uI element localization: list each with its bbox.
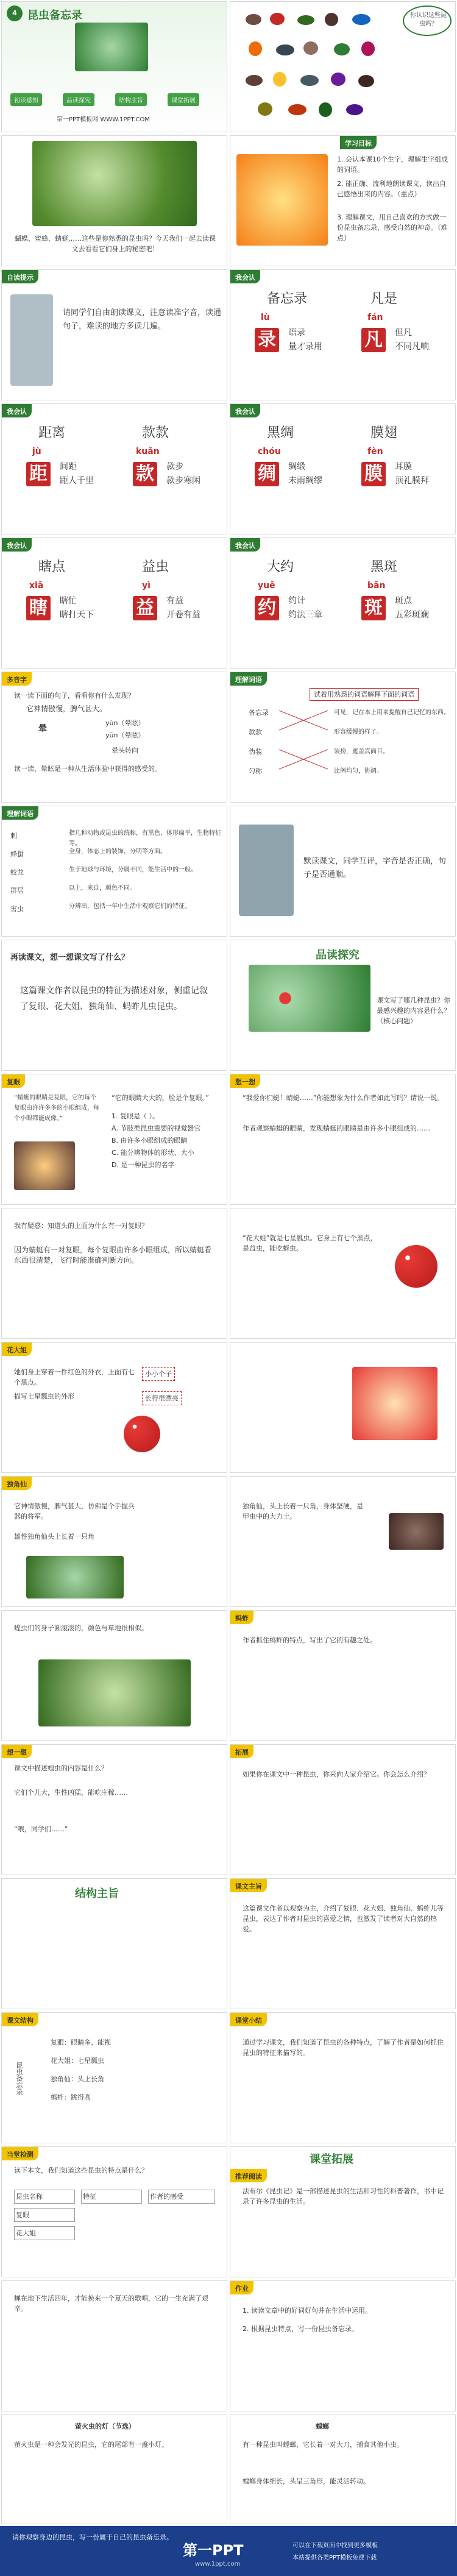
s20-body: 它神情傲慢，脾气甚大，仿佛是个手握兵器的将军。 [14,1502,135,1520]
slide-test [1,2146,227,2277]
fly-photo [14,1141,75,1190]
slide-cicada [1,2280,227,2411]
s19-box1: 小小个子 [142,1367,175,1381]
s14-q: 课文写了哪几种昆虫？你最感兴趣的内容是什么？（核心问题） [377,996,450,1025]
mantis-photo [32,141,197,226]
goals-heading: 学习目标 [340,136,377,149]
s7-e1: 瞎忙 [60,596,77,606]
char-fan: 凡 [361,328,386,352]
s12-text: 默读课文，同学互评，字音是否正确，句子是否通顺。 [303,857,447,879]
s11-lines-2: 生于地球与环境，分属不同，能生活中的一般。 [69,867,197,873]
slide-extend-question [230,1744,456,1875]
slide-summary [230,2012,456,2143]
s7-e4: 开卷有益 [166,610,200,620]
s35-text: 有一种昆虫叫螳螂，它长着一对大刀，捕食其他小虫。 [243,2441,403,2449]
s6-tag: 我会认 [230,404,260,417]
slide-read-tip [1,269,227,400]
s16-body: 作者观察蜻蜓的眼睛，发现蜻蜓的眼睛是由许多小眼组成的…… [243,1124,430,1132]
s5-words-1: 款款 [142,425,169,441]
s16-tag: 想一想 [230,1074,260,1088]
child-photo [10,294,53,386]
goal-2: 2. 能正确、流利地朗读课文，读出自己感悟出来的内容。（重点） [337,180,446,198]
slide-think-2 [1,1744,227,1875]
s20-tag: 独角仙 [2,1477,32,1490]
s10-lines-0: 可见，记在本上用来提醒自己记忆的东西。 [334,709,450,716]
read-tip-text: 请同学们自由朗读课文，注意读准字音，读通句子，难读的地方多读几遍。 [63,308,222,331]
s25-q: 如果你在课文中一种昆虫，你来向大家介绍它。你会怎么介绍？ [243,1770,430,1778]
s8-words-0: 大约 [267,559,294,575]
char-kuan: 款 [133,462,157,486]
s17-ans: 因为蜻蜓有一对复眼，每个复眼由许多小眼组成，所以蜻蜓看东西很清楚，飞行时能准确判断方向。 [14,1246,212,1265]
brand: 第一PPT模板网 WWW.1PPT.COM [57,116,151,123]
s10-words-2: 伪装 [249,748,262,756]
s6-e1: 绸缎 [288,462,305,472]
vocab-tag-1: 我会认 [230,270,260,283]
insect-photo [75,23,148,71]
s24-tag: 想一想 [2,1745,32,1758]
slide-vocab-1 [230,269,456,400]
s19-hi: 描写七星瓢虫的外形 [14,1393,74,1400]
slide-firefly [1,2415,227,2524]
s4-e3: 但凡 [395,328,412,338]
lesson-number-icon: 4 [7,5,23,21]
s6-words-1: 膜翅 [370,425,398,441]
s20-hi: 雄性独角仙头上长着一只角 [14,1533,94,1541]
locust-photo [38,1659,191,1726]
ladybug-photo [249,965,370,1032]
s6-words-0: 黑绸 [267,425,294,441]
s15-lines-1: A. 节肢类昆虫重要的视觉器官 [112,1124,201,1132]
s34-text: 萤火虫是一种会发光的昆虫，它的尾部有一盏小灯。 [14,2441,168,2449]
s15-q: “它的眼睛大大的，脸是个复眼。” [112,1094,209,1102]
tab-4: 课堂拓展 [168,93,199,106]
ladybug-icon-2 [124,1416,160,1452]
s9-note: 晕头转向 [112,747,138,754]
slide-mantis [230,2415,456,2524]
s8-py1: yuē [258,581,275,591]
s9-desc: 读一读，晕眩是一种从生活体验中获得的感受的。 [14,765,161,773]
s6-e4: 顶礼膜拜 [395,476,429,486]
s27-items-2: 独角仙：头上长角 [51,2075,104,2083]
goal-3: 3. 理解课文，用自己喜欢的方式做一份昆虫备忘录，感受自然的神奇。（难点） [337,213,448,242]
s23-tag: 蚂蚱 [230,1611,253,1624]
slide-theme [230,1878,456,2009]
s30-tag: 当堂检测 [2,2147,38,2160]
slide-rhino-beetle [1,1476,227,1607]
s7-tag: 我会认 [2,538,32,552]
s15-lines-4: D. 是一种昆虫的名字 [112,1161,175,1169]
footer-right: 本站提供各类PPT模板免费下载 [292,2555,377,2561]
s28-tag: 课文主旨 [230,1879,267,1892]
slide-title [1,1,227,132]
char-ban: 斑 [361,596,386,620]
lesson-title: 昆虫备忘录 [27,9,82,22]
s7-words-0: 瞎点 [38,559,66,575]
s4-e1: 语录 [288,328,305,338]
s9-line: 它神情傲慢，脾气甚大。 [26,704,107,713]
yun-char: 晕 [38,724,47,734]
s5-tag: 我会认 [2,404,32,417]
match-lines [279,706,328,779]
s30-cols-0: 昆虫名称 [14,2190,75,2204]
s4-py2: fán [367,313,383,322]
s4-words-0: 备忘录 [267,291,308,307]
slide-vocab-4 [1,538,227,669]
s5-py2: kuǎn [136,447,160,456]
slide-explore [230,940,456,1071]
s5-e2: 距人千里 [60,476,94,486]
slide-grasshopper [230,1610,456,1741]
s32-text: 蝉在地下生活四年，才能换来一个夏天的歌唱，它的一生充满了艰辛。 [14,2294,208,2313]
s15-text: “蜻蜓的眼睛是复眼，它的每个复眼由许许多多的小眼组成，每个小眼都能成像。” [14,1095,99,1122]
s11-lines-3: 以上，来自，颜色不同。 [69,885,136,892]
s28-text: 这篇课文作者以观察为主，介绍了复眼、花大姐、独角仙、蚂蚱儿等昆虫，表达了作者对昆虫的喜爱之情，也激发了读者对大自然的热爱。 [243,1904,444,1933]
slide-ladybug-text [230,1208,456,1339]
s14-head: 品读探究 [316,949,360,962]
tab-1: 初读感知 [10,93,42,106]
s9-py_b: yūn（晕眩） [105,731,145,739]
s30-rows-0-0: 复眼 [14,2208,75,2222]
s6-e2: 未雨绸缪 [288,476,322,486]
s21-text: 独角仙，头上长着一只角，身体坚硬，是甲虫中的大力士。 [243,1502,363,1520]
s8-e4: 五彩斑斓 [395,610,429,620]
s11-words-3: 群居 [10,887,24,895]
s33-items-0: 1. 读读文章中的好词好句并在生活中运用。 [243,2307,372,2315]
slide-understand-words [230,672,456,803]
s33-tag: 作业 [230,2281,253,2294]
s25-tag: 拓展 [230,1745,253,1758]
char-chou: 绸 [255,462,279,486]
char-yue: 约 [255,596,279,620]
s30-cols-2: 作者的感受 [148,2190,215,2204]
s29-text: 通过学习课文，我们知道了昆虫的各种特点，了解了作者是如何抓住昆虫的特征来描写的。 [243,2038,444,2057]
intro-caption: 蝴蝶、蜜蜂、蜻蜓……这些是你熟悉的昆虫吗？今天我们一起去读课文去看看它们身上的秘密吧！ [15,235,216,253]
s6-py1: chóu [258,447,281,456]
s10-lines-1: 形容缓慢的样子。 [334,729,383,736]
s7-py1: xiā [29,581,44,591]
char-xia: 瞎 [26,596,51,620]
s4-words-1: 凡是 [370,291,398,307]
ladybug-big-photo [352,1367,438,1440]
s7-words-1: 益虫 [142,559,169,575]
s1-bubble: 你认识这些昆虫吗？ [410,12,447,27]
s11-words-0: 刺 [10,832,17,840]
footer-banner [0,2526,457,2576]
slide-intro-photo [1,135,227,266]
slide-extend [230,2146,456,2277]
beetle-photo-2 [389,1513,444,1550]
tab-3: 结构主旨 [115,93,147,106]
s7-e2: 瞎打天下 [60,610,94,620]
slide-goals [230,135,456,266]
s10-words-3: 匀称 [249,767,262,775]
s9-q: 读一读下面的句子，看看你有什么发现？ [14,692,135,700]
s33-items-1: 2. 根据昆虫特点，写一份昆虫备忘录。 [243,2325,358,2333]
footer-url: www.1ppt.com [195,2561,241,2567]
s11-words-1: 蜂蜇 [10,850,24,858]
ladybug-icon [395,1245,438,1288]
s13-ans: 这篇课文作者以昆虫的特征为描述对象，侧重记叙了复眼、花大姐、独角仙、蚂蚱儿虫昆虫。 [20,986,208,1012]
s10-tag: 理解词语 [230,672,267,686]
s31-head: 课堂拓展 [310,2153,353,2166]
s10-words-1: 款款 [249,728,262,736]
s11-lines-4: 分辨出，包括一年中生活中观察它们的特征。 [69,903,191,910]
s7-py2: yì [142,581,151,591]
slide-structure-head [1,1878,227,2009]
s27-items-1: 花大姐：七星瓢虫 [51,2057,104,2065]
slide-flower-sister [1,1342,227,1473]
char-lu: 录 [255,328,279,352]
s5-words-0: 距离 [38,425,66,441]
read-tip-tag: 自读提示 [2,270,38,283]
slide-reread [1,940,227,1071]
s5-py1: jù [32,447,41,456]
s11-lines-0: 指几种动物或昆虫的统称，有黑色，体形扁平，生物特征等。 [69,830,221,847]
s24-q: 课文中描述蝗虫的内容是什么？ [14,1764,108,1772]
char-ju: 距 [26,462,51,486]
s11-lines-1: 全身，体态上的装饰，分明等方面。 [69,848,166,855]
s27-root: 昆虫备忘录 [15,2062,23,2095]
s11-words-2: 蛟龙 [10,868,24,876]
s36-title: 螳螂 [316,2422,329,2430]
s15-lines-2: B. 由许多小眼组成的眼睛 [112,1137,188,1144]
s4-e2: 量才录用 [288,342,322,352]
speech-bubble [403,5,452,36]
s10-box: 试着用熟悉的词语解释下面的词语 [310,688,419,701]
s37-text: 请你观察身边的昆虫，写一份属于自己的昆虫备忘录。 [12,2533,173,2541]
slide-peer-review [230,806,456,937]
slide-vocab-3 [230,403,456,534]
s15-lines-0: 1. 复眼是（ ）。 [112,1112,159,1120]
s17-q: 我有疑惑：知道头的上面为什么有一对复眼？ [14,1222,148,1230]
slide-structure [1,2012,227,2143]
slide-locust [1,1610,227,1741]
student-photo [239,825,294,916]
s30-cols-1: 特征 [81,2190,142,2204]
s4-e4: 不同凡响 [395,342,429,352]
s19-tag: 花大姐 [2,1343,32,1356]
tab-2: 品读探究 [63,93,94,106]
s15-lines-3: C. 能分辨物体的形状、大小 [112,1149,194,1157]
s8-tag: 我会认 [230,538,260,552]
s24-extra: “喂，同学们……” [14,1825,68,1833]
slide-polyphone [1,672,227,803]
s6-py2: fèn [367,447,383,456]
slide-compound-eye [1,1074,227,1205]
s11-words-4: 害虫 [10,905,24,913]
slide-question [1,1208,227,1339]
s9-py_a: yùn（晕眩） [105,719,145,727]
s27-items-3: 蚂蚱：跳得高 [51,2093,91,2101]
s5-e3: 款步 [166,462,183,472]
s27-tag: 课文结构 [2,2013,38,2026]
slide-homework [230,2280,456,2411]
s8-e2: 约法三章 [288,610,322,620]
s19-body: 她们身上穿着一件红色的外衣，上面有七个黑点。 [14,1368,135,1386]
s24-body: 它们个儿大，生性凶猛，能吃庄稼…… [14,1789,128,1797]
s34-title: 萤火虫的灯（节选） [75,2422,135,2430]
s6-e3: 耳膜 [395,462,412,472]
s8-e1: 约计 [288,596,305,606]
slide-rhino-beetle-2 [230,1476,456,1607]
s5-e1: 间距 [60,462,77,472]
s30-q: 读下本文，我们知道这些昆虫的特点是什么？ [14,2166,148,2174]
s18-text: “花大姐”就是七星瓢虫。它身上有七个黑点，是益虫，能吃蚜虫。 [243,1234,377,1252]
s13-q: 再读课文，想一想课文写了什么？ [10,953,130,962]
s8-e3: 斑点 [395,596,412,606]
dragonfly-photo [236,154,328,246]
s16-q: “我爱你们蜓！蜻蜓……”你能想象为什么作者如此写吗？请说一说。 [243,1094,444,1102]
s11-tag: 理解词语 [2,806,38,820]
insect-grid [243,8,395,124]
s22-text: 蝗虫们的身子圆滚滚的，颜色与草地很相似。 [14,1624,148,1632]
s8-words-1: 黑斑 [370,559,398,575]
s26-head: 结构主旨 [75,1887,119,1900]
s31-text: 法布尔《昆虫记》是一部描述昆虫的生活和习性的科普著作，书中记录了许多昆虫的生活。 [243,2187,444,2205]
s4-py1: lù [261,313,270,322]
footer-left: 可以在下载页面中找到更多模板 [292,2542,378,2549]
goal-1: 1. 会认本课10个生字，理解生字组成的词语。 [337,155,448,174]
s15-tag: 复眼 [2,1074,25,1088]
s23-text: 作者抓住蚂蚱的特点，写出了它的有趣之处。 [243,1636,377,1644]
beetle-photo [26,1556,124,1598]
s19-box2: 长得很漂亮 [142,1391,182,1405]
s9-tag: 多音字 [2,672,32,686]
s27-items-0: 复眼：眼睛多、能视 [51,2038,111,2046]
slide-ladybug-photo [230,1342,456,1473]
s10-lines-3: 比例均匀，协调。 [334,768,383,775]
char-yi: 益 [133,596,157,620]
s8-py2: bān [367,581,386,591]
footer-logo: 第一PPT [183,2542,244,2559]
slide-vocab-5 [230,538,456,669]
s31-tag: 推荐阅读 [230,2169,267,2182]
s10-lines-2: 装扮，遮盖真面目。 [334,748,389,755]
slide-vocab-2 [1,403,227,534]
s29-tag: 课堂小结 [230,2013,267,2026]
slide-understand-words-2 [1,806,227,937]
s5-e4: 款步寒闲 [166,476,200,486]
s36-text: 螳螂身体细长，头呈三角形，能灵活转动。 [243,2477,370,2485]
s10-words-0: 备忘录 [249,709,269,717]
s30-rows-1-0: 花大姐 [14,2226,75,2240]
slide-think-1 [230,1074,456,1205]
slide-insect-collection [230,1,456,132]
s7-e3: 有益 [166,596,183,606]
char-mo: 膜 [361,462,386,486]
